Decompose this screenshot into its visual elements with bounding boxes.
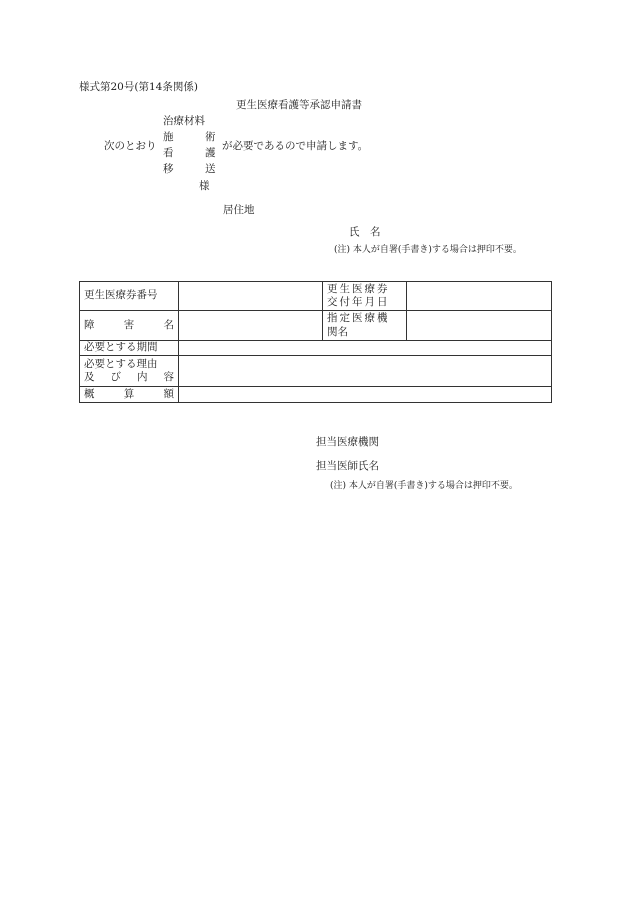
applicant-name-label: 氏 名 — [349, 226, 381, 238]
table-row — [80, 311, 552, 341]
reason-label-line1: 必要とする理由 — [84, 357, 158, 370]
certificate-number-label: 更生医療券番号 — [80, 282, 179, 311]
form-number: 様式第20号(第14条関係) — [79, 81, 198, 93]
certificate-number-field[interactable] — [179, 282, 323, 311]
option-procedure-label-2: 術 — [205, 131, 216, 143]
issue-date-field[interactable] — [407, 282, 552, 311]
medical-institution-label: 担当医療機関 — [316, 436, 379, 448]
reason-field[interactable] — [179, 356, 552, 387]
choice-options — [163, 112, 223, 192]
option-treatment-materials: 治療材料 — [163, 115, 205, 127]
application-table — [79, 281, 552, 403]
reason-label — [80, 356, 179, 387]
document-title: 更生医療看護等承認申請書 — [236, 99, 362, 111]
issue-date-label-line2: 交付年月日 — [327, 296, 390, 308]
issue-date-label — [323, 282, 407, 311]
period-label: 必要とする期間 — [80, 341, 179, 356]
issue-date-label-line1: 更生医療券 — [327, 282, 390, 295]
option-procedure-label: 施 — [163, 131, 174, 143]
doctor-note: (注) 本人が自署(手書き)する場合は押印不要。 — [330, 481, 518, 491]
applicant-note: (注) 本人が自署(手書き)する場合は押印不要。 — [334, 245, 522, 255]
honorific: 様 — [199, 180, 210, 192]
institution-label-line2: 関名 — [327, 325, 348, 338]
intro-prefix: 次のとおり — [104, 140, 157, 152]
applicant-address-label: 居住地 — [223, 204, 255, 216]
table-row — [80, 356, 552, 387]
disability-label — [80, 311, 179, 341]
option-nursing-label-2: 護 — [205, 147, 216, 159]
option-nursing-label: 看 — [163, 147, 174, 159]
period-field[interactable] — [179, 341, 552, 356]
estimate-label-text: 概 算 額 — [84, 387, 174, 400]
option-transport-label: 移 — [163, 163, 174, 175]
table-row — [80, 282, 552, 311]
institution-label-line1: 指定医療機 — [327, 312, 390, 325]
doctor-name-label: 担当医師氏名 — [316, 460, 379, 472]
institution-field[interactable] — [407, 311, 552, 341]
table-row — [80, 341, 552, 356]
reason-label-line2: 及 び 内 容 — [84, 371, 174, 383]
disability-field[interactable] — [179, 311, 323, 341]
intro-suffix: が必要であるので申請します。 — [222, 140, 369, 152]
table-row — [80, 387, 552, 403]
disability-label-text: 障 害 名 — [84, 318, 174, 331]
estimate-field[interactable] — [179, 387, 552, 403]
estimate-label — [80, 387, 179, 403]
institution-label — [323, 311, 407, 341]
option-transport-label-2: 送 — [205, 163, 216, 175]
